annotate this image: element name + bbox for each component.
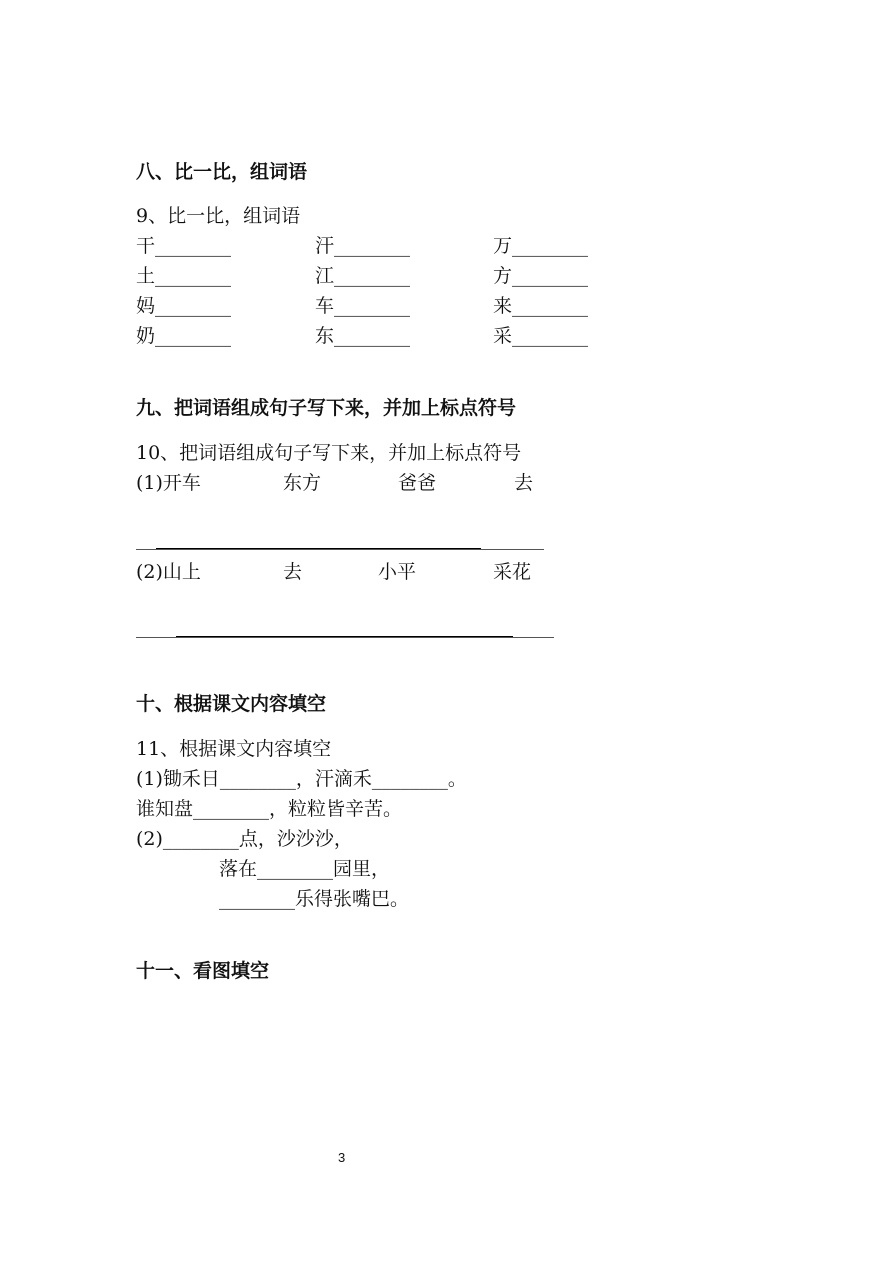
word-blank-r2c3[interactable]: 方________ [493, 265, 589, 287]
q10-2-answer-line-inner [176, 636, 513, 637]
q11-line-1[interactable]: (1)锄禾日________，汗滴禾________。 [136, 768, 467, 790]
word-blank-r2c2[interactable]: 江________ [315, 265, 411, 287]
section-10-heading: 十、根据课文内容填空 [136, 693, 327, 715]
q11-line-4[interactable]: 落在________园里， [219, 858, 391, 880]
q11-line-2[interactable]: 谁知盘________，粒粒皆辛苦。 [136, 798, 403, 820]
q10-2-word-1: (2)山上 [136, 561, 201, 583]
question-10-prompt: 10、把词语组成句子写下来，并加上标点符号 [136, 442, 522, 464]
word-blank-r3c3[interactable]: 来________ [493, 295, 589, 317]
q10-1-word-2: 东方 [283, 472, 322, 494]
word-blank-r1c2[interactable]: 汗________ [315, 235, 411, 257]
q10-1-answer-line[interactable] [136, 549, 544, 550]
page-number: 3 [338, 1150, 346, 1165]
q10-1-word-4: 去 [514, 472, 534, 494]
q10-2-word-2: 去 [283, 561, 303, 583]
q10-2-word-3: 小平 [378, 561, 417, 583]
word-blank-r1c1[interactable]: 干________ [136, 235, 232, 257]
word-blank-r2c1[interactable]: 土________ [136, 265, 232, 287]
q10-2-answer-line[interactable] [136, 637, 554, 638]
question-11-prompt: 11、根据课文内容填空 [136, 738, 332, 760]
q11-line-5[interactable]: ________乐得张嘴巴。 [219, 888, 410, 910]
word-blank-r4c3[interactable]: 采________ [493, 325, 589, 347]
section-9-heading: 九、把词语组成句子写下来，并加上标点符号 [136, 397, 517, 419]
q10-1-answer-line-inner [156, 548, 481, 549]
word-blank-r4c2[interactable]: 东________ [315, 325, 411, 347]
word-blank-r1c3[interactable]: 万________ [493, 235, 589, 257]
word-blank-r3c2[interactable]: 车________ [315, 295, 411, 317]
question-9-prompt: 9、比一比，组词语 [136, 205, 301, 227]
section-11-heading: 十一、看图填空 [136, 960, 270, 982]
q10-1-word-1: (1)开车 [136, 472, 201, 494]
q10-1-word-3: 爸爸 [398, 472, 437, 494]
q10-2-word-4: 采花 [493, 561, 532, 583]
word-blank-r3c1[interactable]: 妈________ [136, 295, 232, 317]
q11-line-3[interactable]: (2)________点，沙沙沙， [136, 828, 353, 850]
word-blank-r4c1[interactable]: 奶________ [136, 325, 232, 347]
section-8-heading: 八、比一比，组词语 [136, 161, 308, 183]
